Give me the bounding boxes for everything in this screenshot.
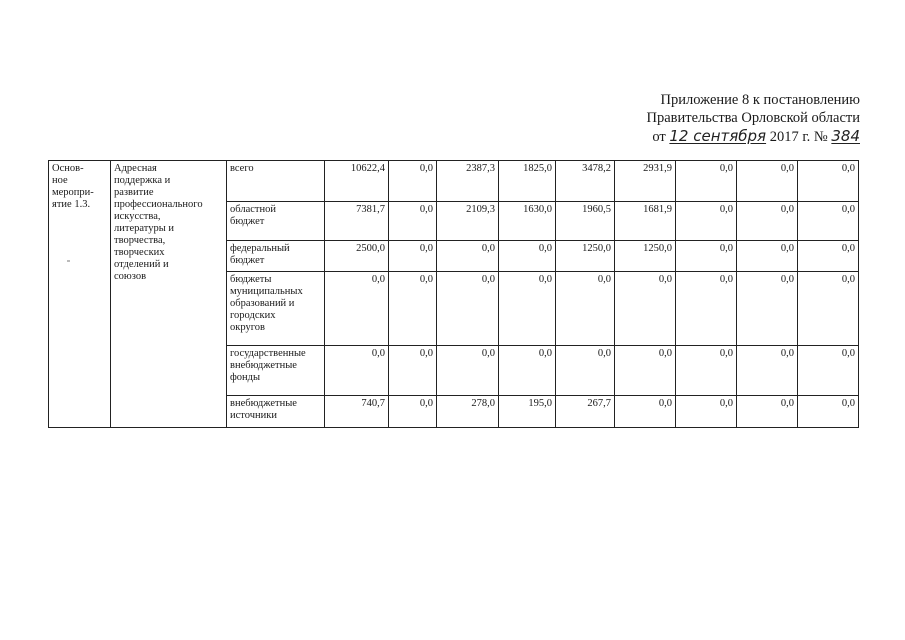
value-cell: 740,7	[325, 396, 389, 428]
value-cell: 0,0	[389, 396, 437, 428]
value-cell: 0,0	[798, 272, 859, 346]
value-cell: 3478,2	[556, 161, 615, 202]
table-row	[49, 161, 859, 202]
funding-source-cell: бюджеты муниципальных образований и городских округов	[227, 272, 325, 346]
value-cell: 0,0	[437, 272, 499, 346]
value-cell: 0,0	[737, 161, 798, 202]
value-cell: 0,0	[615, 272, 676, 346]
value-cell: 267,7	[556, 396, 615, 428]
funding-source-cell: федеральный бюджет	[227, 241, 325, 272]
handwritten-date: 12 сентября	[669, 127, 767, 145]
value-cell: 2931,9	[615, 161, 676, 202]
value-cell: 0,0	[389, 346, 437, 396]
value-cell: 0,0	[737, 396, 798, 428]
value-cell: 0,0	[737, 241, 798, 272]
value-cell: 0,0	[389, 161, 437, 202]
value-cell: 0,0	[556, 272, 615, 346]
measure-name-cell: Адресная поддержка и развитие профессионального искусства, литературы и творчества, творческих отделений и союзов	[111, 161, 227, 428]
header-line-2: Правительства Орловской области	[646, 110, 860, 126]
value-cell: 1250,0	[615, 241, 676, 272]
header-year: 2017 г. №	[769, 129, 828, 145]
value-cell: 2387,3	[437, 161, 499, 202]
value-cell: 0,0	[798, 346, 859, 396]
funding-source-cell: государственные внебюджетные фонды	[227, 346, 325, 396]
value-cell: 0,0	[437, 241, 499, 272]
header-line-1: Приложение 8 к постановлению	[660, 92, 860, 108]
value-cell: 0,0	[676, 241, 737, 272]
value-cell: 0,0	[389, 272, 437, 346]
value-cell: 0,0	[325, 272, 389, 346]
measure-code-cell: Основ- ное меропри- ятие 1.3.	[49, 161, 111, 428]
value-cell: 0,0	[676, 272, 737, 346]
value-cell: 0,0	[499, 346, 556, 396]
value-cell: 1825,0	[499, 161, 556, 202]
value-cell: 0,0	[499, 241, 556, 272]
value-cell: 10622,4	[325, 161, 389, 202]
value-cell: 0,0	[615, 346, 676, 396]
value-cell: 0,0	[325, 346, 389, 396]
value-cell: 2500,0	[325, 241, 389, 272]
value-cell: 0,0	[737, 272, 798, 346]
value-cell: 0,0	[798, 161, 859, 202]
value-cell: 1681,9	[615, 202, 676, 241]
value-cell: 0,0	[798, 241, 859, 272]
value-cell: 0,0	[798, 396, 859, 428]
value-cell: 0,0	[676, 346, 737, 396]
value-cell: 0,0	[798, 202, 859, 241]
value-cell: 0,0	[499, 272, 556, 346]
header-ot: от	[652, 129, 666, 145]
value-cell: 1630,0	[499, 202, 556, 241]
value-cell: 0,0	[389, 202, 437, 241]
value-cell: 0,0	[389, 241, 437, 272]
value-cell: 1960,5	[556, 202, 615, 241]
handwritten-number: 384	[831, 127, 860, 145]
value-cell: 195,0	[499, 396, 556, 428]
value-cell: 278,0	[437, 396, 499, 428]
value-cell: 0,0	[556, 346, 615, 396]
value-cell: 0,0	[437, 346, 499, 396]
value-cell: 0,0	[676, 396, 737, 428]
value-cell: 0,0	[737, 346, 798, 396]
value-cell: 0,0	[676, 202, 737, 241]
value-cell: 0,0	[737, 202, 798, 241]
document-header	[560, 91, 860, 146]
value-cell: 0,0	[615, 396, 676, 428]
funding-source-cell: всего	[227, 161, 325, 202]
value-cell: 1250,0	[556, 241, 615, 272]
funding-table	[48, 160, 859, 428]
funding-source-cell: областной бюджет	[227, 202, 325, 241]
funding-source-cell: внебюджетные источники	[227, 396, 325, 428]
value-cell: 0,0	[676, 161, 737, 202]
header-line-3	[560, 127, 860, 146]
value-cell: 2109,3	[437, 202, 499, 241]
value-cell: 7381,7	[325, 202, 389, 241]
